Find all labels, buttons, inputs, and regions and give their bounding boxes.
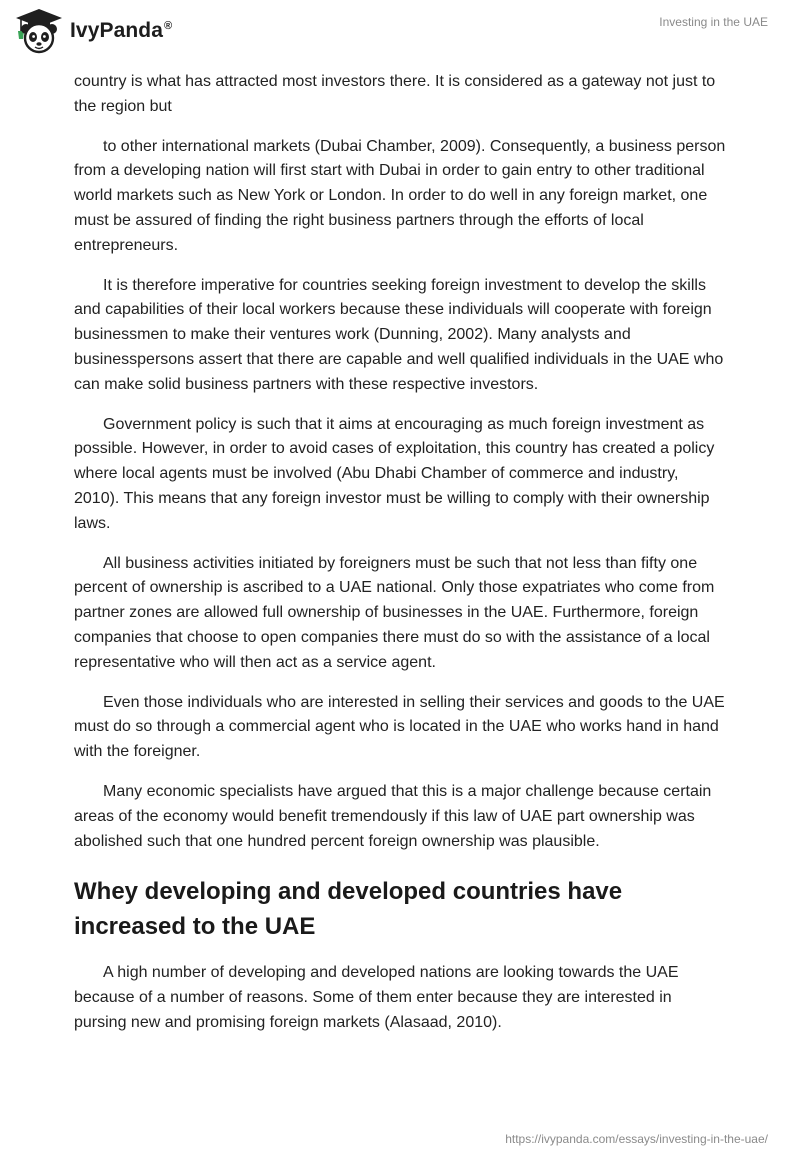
paragraph: A high number of developing and developed nations are looking towards the UAE because of a number of reasons. Some of them enter because they are interested in pursing new and promising foreign markets (Alasaad, 2010). <box>74 964 679 1031</box>
paragraph: Many economic specialists have argued that this is a major challenge because certain areas of the economy would benefit tremendously if this law of UAE part ownership was abolished such that one hundred percent foreign ownership was plausible. <box>74 782 712 850</box>
section-heading: Whey developing and developed countries have increased to the UAE <box>74 878 623 941</box>
paragraph: All business activities initiated by foreigners must be such that not less than fifty one percent of ownership is ascribed to a UAE national. Only those expatriates who come from partner zones are allowed full ownership of businesses in the UAE. Furthermore, foreign companies that choose to open companies there must do so with the assistance of a local representative who will then act as a service agent. <box>74 554 715 671</box>
source-url[interactable]: https://ivypanda.com/essays/investing-in-the-uae/ <box>505 1132 768 1146</box>
paragraph: country is what has attracted most investors there. It is considered as a gateway not just to the region but <box>74 73 716 115</box>
document-title: Investing in the UAE <box>659 15 768 29</box>
paragraph: It is therefore imperative for countries seeking foreign investment to develop the skills and capabilities of their local workers because these individuals will cooperate with foreign businessmen to make their ventures work (Dunning, 2002). Many analysts and businesspersons assert that there are capable and well qualified individuals in the UAE who can make solid business partners with these respective investors. <box>74 276 724 393</box>
paragraph: to other international markets (Dubai Chamber, 2009). Consequently, a business person from a developing nation will first start with Dubai in order to gain entry to other traditional world markets such as New York or London. In order to do well in any foreign market, one must be assured of finding the right business partners through the efforts of local entrepreneurs. <box>74 137 726 254</box>
page-header <box>0 0 800 60</box>
ivypanda-logo[interactable] <box>14 7 172 55</box>
paragraph: Even those individuals who are interested in selling their services and goods to the UAE must do so through a commercial agent who is located in the UAE who works hand in hand with the foreigner. <box>74 693 725 761</box>
paragraph: Government policy is such that it aims at encouraging as much foreign investment as possible. However, in order to avoid cases of exploitation, this country has created a policy where local agents must be involved (Abu Dhabi Chamber of commerce and industry, 2010). This means that any foreign investor must be willing to comply with their ownership laws. <box>74 415 715 532</box>
logo-wordmark: IvyPanda® <box>70 19 173 42</box>
essay-body <box>74 70 726 1051</box>
panda-graduate-icon <box>14 7 64 55</box>
